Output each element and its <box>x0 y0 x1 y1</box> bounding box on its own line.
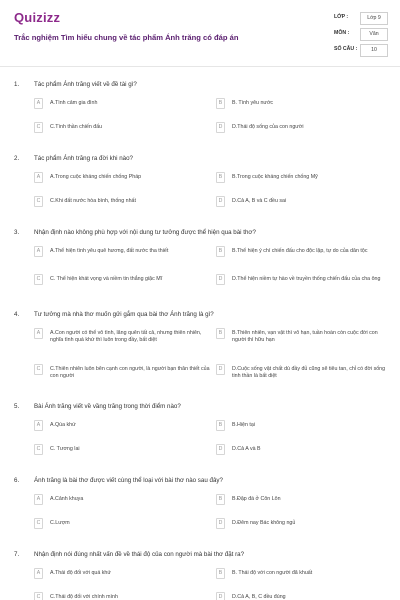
question-number: 2. <box>14 155 20 162</box>
option-letter-box: C <box>34 196 43 207</box>
question-text: Tư tưởng mà nhà thơ muốn gửi gắm qua bài thơ Ánh trăng là gì? <box>34 311 214 318</box>
page-title: Trắc nghiệm Tìm hiểu chung về tác phẩm Ánh trăng có đáp án <box>14 33 239 42</box>
option-letter-box: B <box>216 568 225 579</box>
option-letter-box: C <box>34 364 43 375</box>
option-text: A.Cảnh khuya <box>50 496 84 502</box>
option-text: D.Cả A, B và C đều sai <box>232 198 287 204</box>
option-text: D.Cả A, B, C đều đúng <box>232 594 286 600</box>
question-block <box>0 304 400 396</box>
option-text: D.Thể hiện niềm tự hào về truyền thống chiến đấu của cha ông <box>232 276 381 282</box>
question-text: Bài Ánh trăng viết về vầng trăng trong thời điểm nào? <box>34 403 181 410</box>
option-letter-box: B <box>216 172 225 183</box>
option-letter-box: B <box>216 494 225 505</box>
meta-value: Lớp 9 <box>360 12 388 25</box>
option-text: B.Đập đá ở Côn Lôn <box>232 496 281 502</box>
question-block <box>0 74 400 148</box>
option-letter-box: C <box>34 518 43 529</box>
option-text: D.Thái độ sống của con người <box>232 124 304 130</box>
option-letter-box: D <box>216 518 225 529</box>
option-letter-box: B <box>216 328 225 339</box>
meta-label: LỚP : <box>334 14 349 20</box>
option-text: B. Tình yêu nước <box>232 100 274 106</box>
option-letter-box: C <box>34 444 43 455</box>
option-text: B. Thái độ với con người đã khuất <box>232 570 313 576</box>
option-text: B.Trong cuộc kháng chiến chống Mỹ <box>232 174 318 180</box>
option-text: D.Cả A và B <box>232 446 261 452</box>
option-letter-box: C <box>34 122 43 133</box>
question-block <box>0 544 400 600</box>
meta-label: SỐ CÂU : <box>334 46 358 52</box>
option-letter-box: C <box>34 274 43 285</box>
question-block <box>0 222 400 304</box>
option-text: C.Tình thần chiến đấu <box>50 124 103 130</box>
question-block <box>0 148 400 222</box>
option-letter-box: D <box>216 122 225 133</box>
question-number: 6. <box>14 477 20 484</box>
question-number: 1. <box>14 81 20 88</box>
question-text: Ánh trăng là bài thơ được viết cùng thể loại với bài thơ nào sau đây? <box>34 477 223 484</box>
option-letter-box: D <box>216 196 225 207</box>
option-text: B.Hiện tại <box>232 422 255 428</box>
option-letter-box: D <box>216 444 225 455</box>
meta-value: Văn <box>360 28 388 41</box>
option-letter-box: A <box>34 172 43 183</box>
option-text: C. Tương lai <box>50 446 80 452</box>
option-text: B.Thể hiện ý chí chiến đấu cho độc lập, tự do của dân tộc <box>232 248 368 254</box>
header <box>0 0 400 66</box>
option-text: D.Cuộc sống vật chất dù đầy đủ cũng sẽ tiêu tan, chỉ có đời sống tinh thần là bất diệt <box>232 366 386 380</box>
question-list <box>0 74 400 600</box>
option-text: C.Khi đất nước hòa bình, thống nhất <box>50 198 136 204</box>
meta-box <box>330 12 390 60</box>
option-text: A.Thể hiện tình yêu quê hương, đất nước tha thiết <box>50 248 169 254</box>
question-text: Nhận định nào không phù hợp với nội dung tư tưởng được thể hiện qua bài thơ? <box>34 229 256 236</box>
option-letter-box: D <box>216 364 225 375</box>
option-text: D.Đêm nay Bác không ngủ <box>232 520 296 526</box>
option-text: A.Thái độ đối với quá khứ <box>50 570 111 576</box>
option-text: A.Con người có thể vô tình, lãng quên tất cả, nhưng thiên nhiên, nghĩa tình quá khứ thì luôn trong đầy, bất diệt <box>50 330 202 344</box>
option-text: A.Qúa khứ <box>50 422 76 428</box>
option-text: A.Tình cảm gia đình <box>50 100 98 106</box>
option-letter-box: B <box>216 420 225 431</box>
meta-row-grade <box>330 12 390 28</box>
header-divider <box>0 66 400 67</box>
option-text: B.Thiên nhiên, vạn vật thì vô hạn, tuần hoàn còn cuộc đời con người thì hữu hạn <box>232 330 378 344</box>
option-text: C.Lượm <box>50 520 70 526</box>
meta-row-count <box>330 44 390 60</box>
option-letter-box: B <box>216 98 225 109</box>
option-letter-box: C <box>34 592 43 600</box>
question-text: Nhận định nói đúng nhất vấn đề về thái độ của con người mà bài thơ đặt ra? <box>34 551 245 558</box>
option-letter-box: A <box>34 420 43 431</box>
option-letter-box: A <box>34 494 43 505</box>
option-letter-box: A <box>34 568 43 579</box>
option-text: A.Trong cuộc kháng chiến chống Pháp <box>50 174 142 180</box>
option-letter-box: A <box>34 98 43 109</box>
option-letter-box: D <box>216 592 225 600</box>
option-letter-box: A <box>34 246 43 257</box>
question-block <box>0 396 400 470</box>
question-number: 4. <box>14 311 20 318</box>
option-text: C. Thể hiện khát vọng và niềm tin thắng giặc Mĩ <box>50 276 163 282</box>
quizizz-logo[interactable]: Quizizz <box>14 10 61 25</box>
meta-value: 10 <box>360 44 388 57</box>
question-number: 3. <box>14 229 20 236</box>
question-text: Tác phẩm Ánh trăng viết về đề tài gì? <box>34 81 137 88</box>
meta-row-subject <box>330 28 390 44</box>
meta-label: MÔN : <box>334 30 350 36</box>
question-block <box>0 470 400 544</box>
option-letter-box: D <box>216 274 225 285</box>
option-letter-box: B <box>216 246 225 257</box>
option-letter-box: A <box>34 328 43 339</box>
question-number: 7. <box>14 551 20 558</box>
question-text: Tác phẩm Ánh trăng ra đời khi nào? <box>34 155 133 162</box>
option-text: C.Thiên nhiên luôn bên cạnh con người, là người bạn thân thiết của con người <box>50 366 210 380</box>
option-text: C.Thái độ đối với chính mình <box>50 594 118 600</box>
question-number: 5. <box>14 403 20 410</box>
